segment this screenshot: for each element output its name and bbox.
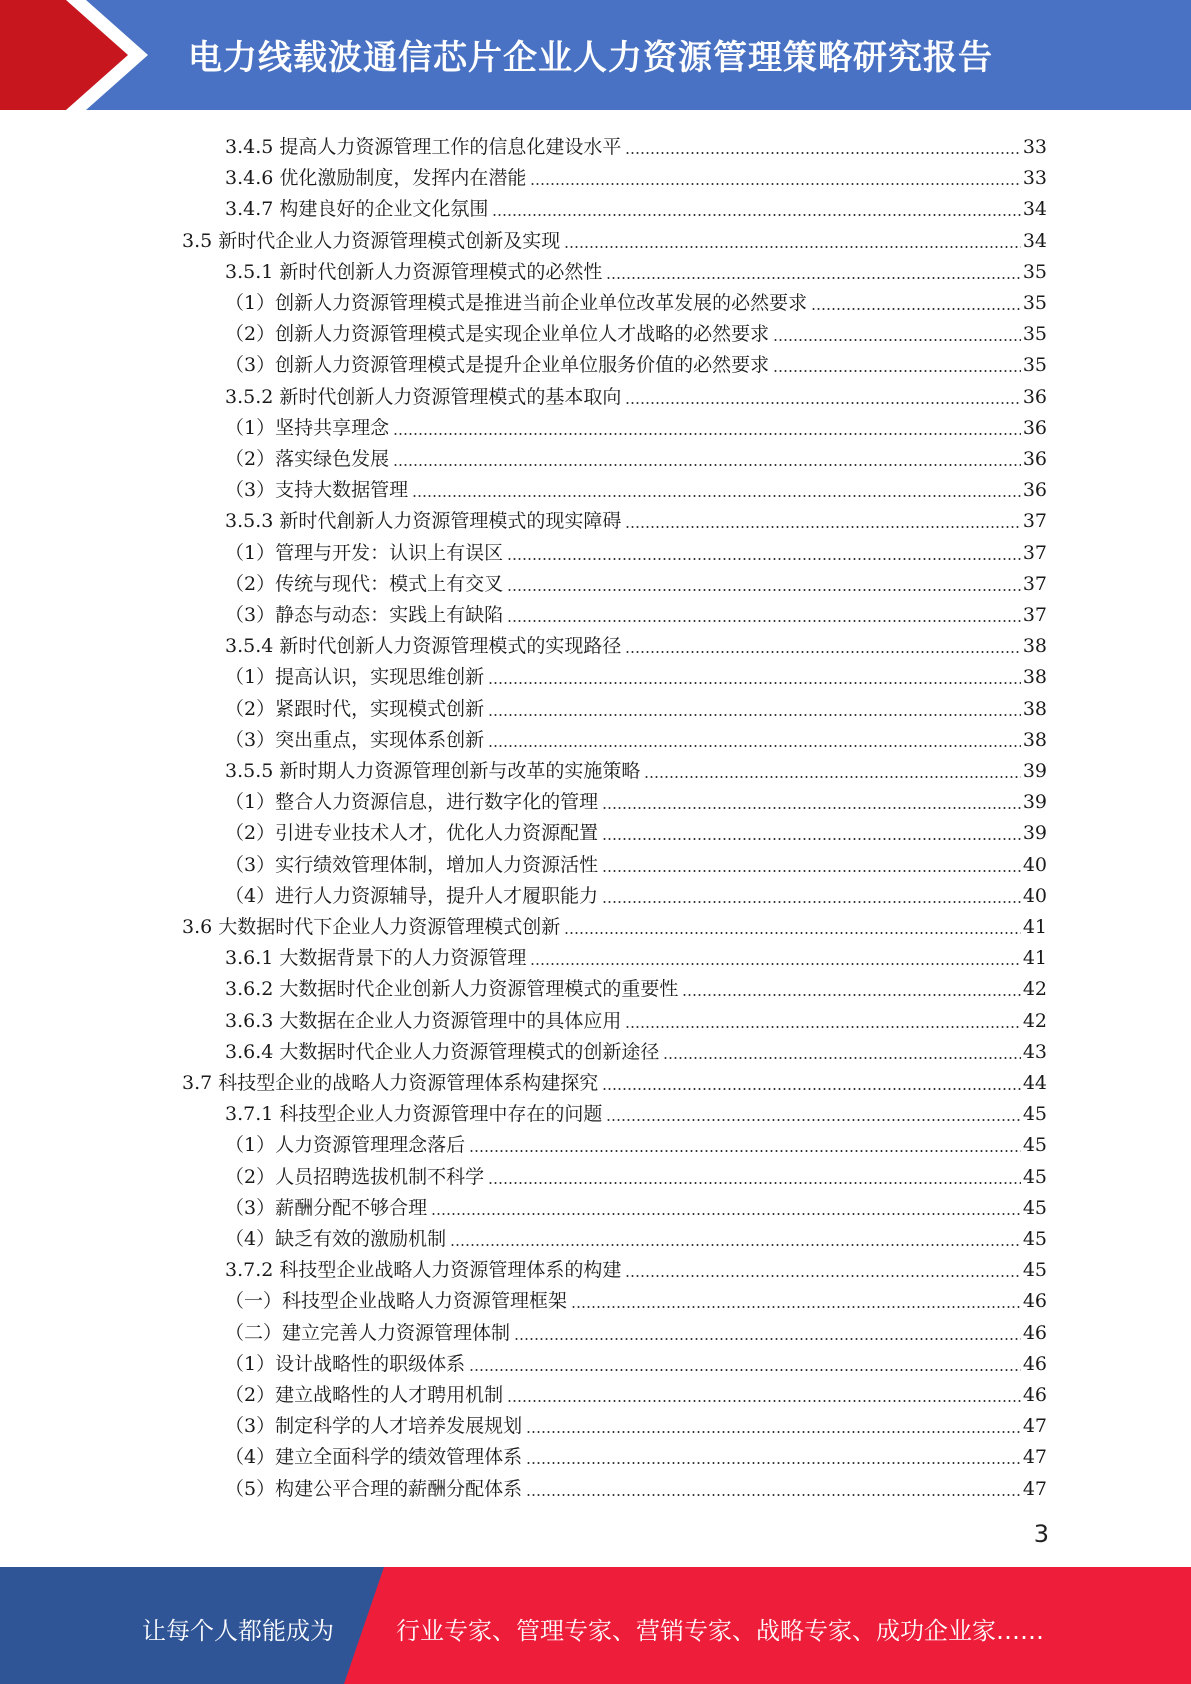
footer-slogan-left: 让每个人都能成为 bbox=[142, 1617, 334, 1645]
toc-entry-title: 新时代创新人力资源管理模式的基本取向 bbox=[279, 385, 622, 408]
toc-entry-number: （3） bbox=[225, 354, 276, 377]
toc-dot-leader bbox=[450, 1244, 1021, 1246]
toc-dot-leader bbox=[492, 214, 1020, 216]
toc-entry-page: 41 bbox=[1022, 947, 1047, 970]
toc-dot-leader bbox=[682, 994, 1020, 996]
toc-entry-page: 36 bbox=[1022, 385, 1047, 408]
toc-entry-number: （3） bbox=[225, 728, 276, 751]
toc-entry-number: 3.6.1 bbox=[225, 947, 274, 970]
toc-entry-page: 42 bbox=[1022, 1009, 1047, 1032]
toc-entry-title: 突出重点，实现体系创新 bbox=[275, 728, 485, 751]
toc-entry-number: （2） bbox=[225, 1165, 276, 1188]
toc-entry[interactable] bbox=[225, 159, 1047, 190]
toc-dot-leader bbox=[644, 776, 1020, 778]
toc-dot-leader bbox=[507, 589, 1021, 591]
toc-entry-page: 40 bbox=[1022, 853, 1047, 876]
toc-entry[interactable] bbox=[225, 658, 1047, 689]
toc-entry-title: 建立完善人力资源管理体制 bbox=[282, 1321, 511, 1344]
toc-dot-leader bbox=[811, 308, 1021, 310]
toc-entry-title: 科技型企业的战略人力资源管理体系构建探究 bbox=[218, 1072, 599, 1094]
toc-entry[interactable] bbox=[225, 1189, 1047, 1220]
document-title: 电力线载波通信芯片企业人力资源管理策略研究报告 bbox=[188, 38, 993, 78]
toc-entry-page: 39 bbox=[1022, 760, 1047, 782]
toc-entry-number: （1） bbox=[225, 1352, 276, 1375]
toc-entry-page: 47 bbox=[1022, 1415, 1047, 1438]
toc-dot-leader bbox=[412, 495, 1021, 497]
toc-entry-page: 36 bbox=[1022, 448, 1047, 470]
toc-entry[interactable] bbox=[182, 1064, 1047, 1095]
toc-entry-number: 3.7.2 bbox=[225, 1259, 274, 1282]
toc-entry-page: 34 bbox=[1022, 229, 1047, 252]
toc-entry[interactable] bbox=[225, 409, 1047, 440]
toc-entry-number: （2） bbox=[225, 1384, 276, 1406]
toc-entry-page: 45 bbox=[1022, 1259, 1047, 1282]
toc-entry-title: 实行绩效管理体制，增加人力资源活性 bbox=[275, 853, 599, 876]
toc-entry-title: 创新人力资源管理模式是提升企业单位服务价值的必然要求 bbox=[275, 354, 770, 377]
toc-entry[interactable] bbox=[225, 1438, 1047, 1469]
toc-entry-number: （4） bbox=[225, 1228, 276, 1250]
toc-entry[interactable] bbox=[225, 346, 1047, 377]
toc-entry-page: 45 bbox=[1022, 1165, 1047, 1188]
toc-entry-page: 38 bbox=[1022, 635, 1047, 658]
toc-entry-title: 建立全面科学的绩效管理体系 bbox=[275, 1446, 523, 1469]
toc-entry-number: 3.6.3 bbox=[225, 1009, 274, 1032]
toc-dot-leader bbox=[606, 1119, 1020, 1121]
toc-entry-page: 46 bbox=[1022, 1352, 1047, 1375]
toc-entry-number: （5） bbox=[225, 1477, 276, 1500]
toc-entry-page: 37 bbox=[1022, 510, 1047, 533]
toc-entry-title: 大数据时代下企业人力资源管理模式创新 bbox=[218, 916, 561, 938]
toc-entry-title: 优化激励制度，发挥内在潜能 bbox=[279, 167, 527, 190]
toc-dot-leader bbox=[488, 745, 1021, 747]
toc-entry-title: 建立战略性的人才聘用机制 bbox=[275, 1384, 504, 1406]
toc-dot-leader bbox=[773, 370, 1021, 372]
toc-dot-leader bbox=[526, 1431, 1021, 1433]
toc-entry-page: 40 bbox=[1022, 884, 1047, 907]
toc-entry-page: 37 bbox=[1022, 572, 1047, 595]
toc-entry[interactable] bbox=[225, 1345, 1047, 1376]
toc-dot-leader bbox=[602, 838, 1021, 840]
toc-entry-number: （2） bbox=[225, 572, 276, 595]
toc-entry-page: 46 bbox=[1022, 1384, 1047, 1406]
toc-entry-page: 43 bbox=[1022, 1040, 1047, 1063]
toc-dot-leader bbox=[602, 1088, 1021, 1090]
toc-entry-number: （3） bbox=[225, 1196, 276, 1219]
toc-entry[interactable] bbox=[225, 596, 1047, 627]
toc-entry-title: 构建良好的企业文化氛围 bbox=[279, 198, 489, 221]
toc-entry[interactable] bbox=[225, 1282, 1047, 1313]
toc-entry-number: 3.7 bbox=[182, 1072, 213, 1094]
toc-entry-title: 构建公平合理的薪酬分配体系 bbox=[275, 1477, 523, 1500]
toc-entry-page: 46 bbox=[1022, 1290, 1047, 1313]
toc-entry-number: （1） bbox=[225, 416, 276, 439]
toc-dot-leader bbox=[564, 932, 1021, 934]
toc-entry-number: （3） bbox=[225, 853, 276, 876]
toc-entry-title: 制定科学的人才培养发展规划 bbox=[275, 1415, 523, 1438]
toc-dot-leader bbox=[431, 1213, 1021, 1215]
toc-entry[interactable] bbox=[225, 315, 1047, 346]
toc-entry-title: 静态与动态：实践上有缺陷 bbox=[275, 604, 504, 626]
toc-entry-number: （2） bbox=[225, 822, 276, 845]
toc-entry[interactable] bbox=[225, 1470, 1047, 1501]
toc-entry-title: 整合人力资源信息，进行数字化的管理 bbox=[275, 791, 599, 814]
toc-entry[interactable] bbox=[225, 378, 1047, 409]
toc-dot-leader bbox=[564, 246, 1021, 248]
toc-entry-number: （1） bbox=[225, 666, 276, 689]
toc-entry-number: 3.5.5 bbox=[225, 760, 274, 782]
toc-dot-leader bbox=[625, 651, 1020, 653]
toc-entry-page: 35 bbox=[1022, 260, 1047, 283]
toc-entry-page: 37 bbox=[1022, 604, 1047, 626]
toc-dot-leader bbox=[625, 1275, 1020, 1277]
toc-entry-title: 设计战略性的职级体系 bbox=[275, 1352, 466, 1375]
toc-entry-number: 3.5.2 bbox=[225, 385, 274, 408]
toc-entry-page: 44 bbox=[1022, 1072, 1047, 1094]
toc-dot-leader bbox=[507, 558, 1021, 560]
page-number: 3 bbox=[1033, 1520, 1049, 1548]
toc-entry-number: （1） bbox=[225, 1134, 276, 1157]
toc-dot-leader bbox=[488, 714, 1021, 716]
toc-dot-leader bbox=[514, 1338, 1021, 1340]
toc-entry[interactable] bbox=[225, 253, 1047, 284]
toc-entry-page: 41 bbox=[1022, 916, 1047, 938]
toc-entry-page: 35 bbox=[1022, 323, 1047, 346]
toc-dot-leader bbox=[625, 152, 1020, 154]
toc-entry[interactable] bbox=[225, 877, 1047, 908]
toc-entry[interactable] bbox=[225, 440, 1047, 471]
toc-entry-title: 管理与开发：认识上有误区 bbox=[275, 541, 504, 564]
toc-dot-leader bbox=[625, 402, 1020, 404]
footer-slogan-right: 行业专家、管理专家、营销专家、战略专家、成功企业家…… bbox=[396, 1617, 1044, 1645]
toc-entry[interactable] bbox=[225, 846, 1047, 877]
toc-entry-number: （3） bbox=[225, 604, 276, 626]
toc-entry[interactable] bbox=[225, 814, 1047, 845]
toc-entry[interactable] bbox=[225, 1251, 1047, 1282]
toc-entry-number: 3.6 bbox=[182, 916, 213, 938]
toc-dot-leader bbox=[625, 526, 1020, 528]
toc-entry-title: 科技型企业战略人力资源管理体系的构建 bbox=[279, 1259, 622, 1282]
toc-entry-page: 33 bbox=[1022, 167, 1047, 190]
toc-entry-number: 3.6.4 bbox=[225, 1040, 274, 1063]
toc-dot-leader bbox=[663, 1057, 1020, 1059]
toc-entry[interactable] bbox=[225, 970, 1047, 1001]
toc-entry[interactable] bbox=[225, 1126, 1047, 1157]
toc-entry-title: 薪酬分配不够合理 bbox=[275, 1196, 428, 1219]
toc-entry-page: 45 bbox=[1022, 1196, 1047, 1219]
toc-entry[interactable] bbox=[225, 1407, 1047, 1438]
toc-entry-page: 38 bbox=[1022, 728, 1047, 751]
toc-entry-page: 46 bbox=[1022, 1321, 1047, 1344]
toc-entry-page: 35 bbox=[1022, 354, 1047, 377]
toc-entry-number: 3.7.1 bbox=[225, 1103, 274, 1126]
toc-dot-leader bbox=[393, 464, 1021, 466]
toc-dot-leader bbox=[393, 433, 1021, 435]
toc-entry[interactable] bbox=[225, 783, 1047, 814]
toc-dot-leader bbox=[602, 901, 1021, 903]
toc-dot-leader bbox=[602, 807, 1021, 809]
toc-dot-leader bbox=[469, 1369, 1021, 1371]
toc-entry-page: 42 bbox=[1022, 978, 1047, 1001]
toc-entry[interactable] bbox=[225, 721, 1047, 752]
toc-entry-page: 45 bbox=[1022, 1228, 1047, 1250]
toc-entry-page: 38 bbox=[1022, 697, 1047, 720]
toc-dot-leader bbox=[507, 1400, 1021, 1402]
toc-entry-title: 新时期人力资源管理创新与改革的实施策略 bbox=[279, 760, 641, 782]
toc-entry-number: 3.4.5 bbox=[225, 136, 274, 158]
toc-entry[interactable] bbox=[225, 1376, 1047, 1407]
toc-entry-title: 新时代創新人力资源管理模式的现实障碍 bbox=[279, 510, 622, 533]
toc-entry[interactable] bbox=[225, 1158, 1047, 1189]
toc-entry-page: 47 bbox=[1022, 1477, 1047, 1500]
toc-dot-leader bbox=[571, 1306, 1021, 1308]
toc-entry-title: 传统与现代：模式上有交叉 bbox=[275, 572, 504, 595]
toc-entry-title: 紧跟时代，实现模式创新 bbox=[275, 697, 485, 720]
toc-entry-title: 坚持共享理念 bbox=[275, 416, 390, 439]
toc-entry[interactable] bbox=[182, 222, 1047, 253]
toc-dot-leader bbox=[530, 963, 1020, 965]
toc-entry-number: 3.4.7 bbox=[225, 198, 274, 221]
toc-entry-number: （3） bbox=[225, 479, 276, 502]
toc-entry[interactable] bbox=[225, 534, 1047, 565]
toc-entry-title: 提高人力资源管理工作的信息化建设水平 bbox=[279, 136, 622, 158]
toc-entry-number: （4） bbox=[225, 1446, 276, 1469]
toc-entry-title: 引进专业技术人才，优化人力资源配置 bbox=[275, 822, 599, 845]
toc-entry-page: 38 bbox=[1022, 666, 1047, 689]
toc-dot-leader bbox=[469, 1150, 1021, 1152]
toc-entry[interactable] bbox=[225, 1095, 1047, 1126]
toc-dot-leader bbox=[530, 183, 1020, 185]
toc-entry-title: 大数据在企业人力资源管理中的具体应用 bbox=[279, 1009, 622, 1032]
toc-entry-page: 47 bbox=[1022, 1446, 1047, 1469]
toc-entry-page: 36 bbox=[1022, 479, 1047, 502]
toc-entry[interactable] bbox=[225, 1033, 1047, 1064]
toc-entry-title: 进行人力资源辅导，提升人才履职能力 bbox=[275, 884, 599, 907]
toc-entry-page: 45 bbox=[1022, 1103, 1047, 1126]
toc-entry-number: （1） bbox=[225, 541, 276, 564]
toc-entry-page: 39 bbox=[1022, 822, 1047, 845]
toc-entry-number: （二） bbox=[225, 1321, 283, 1344]
toc-entry-number: （1） bbox=[225, 791, 276, 814]
toc-entry-page: 39 bbox=[1022, 791, 1047, 814]
toc-entry-title: 大数据背景下的人力资源管理 bbox=[279, 947, 527, 970]
toc-entry-title: 创新人力资源管理模式是实现企业单位人才战略的必然要求 bbox=[275, 323, 770, 346]
toc-entry-number: （4） bbox=[225, 884, 276, 907]
toc-entry-title: 新时代创新人力资源管理模式的必然性 bbox=[279, 260, 603, 283]
toc-entry-title: 科技型企业人力资源管理中存在的问题 bbox=[279, 1103, 603, 1126]
toc-entry-title: 人员招聘选拔机制不科学 bbox=[275, 1165, 485, 1188]
toc-entry-page: 37 bbox=[1022, 541, 1047, 564]
toc-entry-number: 3.5.3 bbox=[225, 510, 274, 533]
toc-entry-title: 新时代创新人力资源管理模式的实现路径 bbox=[279, 635, 622, 658]
toc-entry-number: 3.4.6 bbox=[225, 167, 274, 190]
toc-entry[interactable] bbox=[225, 752, 1047, 783]
toc-dot-leader bbox=[773, 339, 1021, 341]
toc-entry-number: （2） bbox=[225, 697, 276, 720]
toc-entry-title: 新时代企业人力资源管理模式创新及实现 bbox=[218, 229, 561, 252]
toc-entry[interactable] bbox=[225, 128, 1047, 159]
toc-entry-title: 支持大数据管理 bbox=[275, 479, 409, 502]
toc-entry[interactable] bbox=[225, 1220, 1047, 1251]
toc-entry-title: 大数据时代企业人力资源管理模式的创新途径 bbox=[279, 1040, 660, 1063]
toc-entry[interactable] bbox=[225, 1002, 1047, 1033]
toc-entry[interactable] bbox=[225, 627, 1047, 658]
toc-dot-leader bbox=[526, 1462, 1021, 1464]
toc-dot-leader bbox=[507, 620, 1021, 622]
toc-dot-leader bbox=[488, 682, 1021, 684]
toc-dot-leader bbox=[602, 870, 1021, 872]
toc-entry-number: 3.5 bbox=[182, 229, 213, 252]
toc-entry[interactable] bbox=[225, 284, 1047, 315]
toc-entry-title: 提高认识，实现思维创新 bbox=[275, 666, 485, 689]
toc-entry-title: 人力资源管理理念落后 bbox=[275, 1134, 466, 1157]
toc-entry[interactable] bbox=[225, 565, 1047, 596]
toc-entry-number: 3.6.2 bbox=[225, 978, 274, 1001]
page-header bbox=[0, 0, 1191, 110]
toc-dot-leader bbox=[625, 1026, 1020, 1028]
toc-entry-number: 3.5.4 bbox=[225, 635, 274, 658]
toc-entry-title: 科技型企业战略人力资源管理框架 bbox=[282, 1290, 568, 1313]
toc-entry-number: （2） bbox=[225, 448, 276, 470]
toc-entry[interactable] bbox=[225, 502, 1047, 533]
toc-entry-title: 大数据时代企业创新人力资源管理模式的重要性 bbox=[279, 978, 679, 1001]
toc-entry[interactable] bbox=[182, 908, 1047, 939]
toc-dot-leader bbox=[606, 277, 1020, 279]
toc-dot-leader bbox=[488, 1182, 1021, 1184]
toc-entry-page: 45 bbox=[1022, 1134, 1047, 1157]
toc-entry-title: 落实绿色发展 bbox=[275, 448, 390, 470]
toc-entry[interactable] bbox=[225, 190, 1047, 221]
toc-entry-title: 缺乏有效的激励机制 bbox=[275, 1228, 447, 1250]
toc-dot-leader bbox=[526, 1494, 1021, 1496]
toc-entry-number: 3.5.1 bbox=[225, 260, 274, 283]
toc-entry-number: （1） bbox=[225, 292, 276, 314]
toc-entry-page: 36 bbox=[1022, 416, 1047, 439]
toc-entry-page: 33 bbox=[1022, 136, 1047, 158]
toc-entry-number: （一） bbox=[225, 1290, 283, 1313]
toc-entry[interactable] bbox=[225, 690, 1047, 721]
toc-entry-page: 34 bbox=[1022, 198, 1047, 221]
toc-entry-title: 创新人力资源管理模式是推进当前企业单位改革发展的必然要求 bbox=[275, 292, 808, 314]
toc-entry-number: （3） bbox=[225, 1415, 276, 1438]
toc-entry[interactable] bbox=[225, 1314, 1047, 1345]
toc-entry[interactable] bbox=[225, 471, 1047, 502]
toc-entry[interactable] bbox=[225, 939, 1047, 970]
toc-entry-number: （2） bbox=[225, 323, 276, 346]
page-footer bbox=[0, 1567, 1191, 1684]
toc-entry-page: 35 bbox=[1022, 292, 1047, 314]
